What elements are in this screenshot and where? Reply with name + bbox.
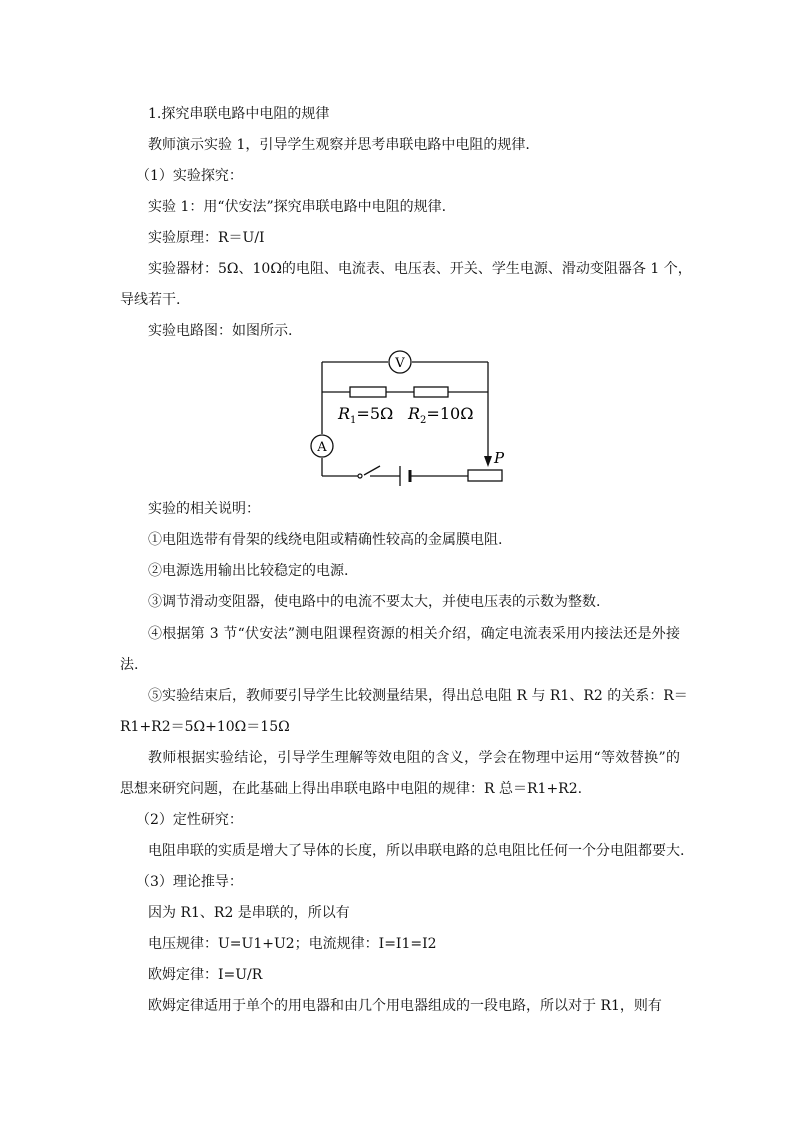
subsection-heading: （3）理论推导：	[136, 874, 243, 890]
note-item: ①电阻选带有骨架的线绕电阻或精确性较高的金属膜电阻.	[148, 532, 503, 548]
notes-title: 实验的相关说明：	[148, 501, 260, 517]
rheostat-icon	[468, 470, 502, 481]
note-item: ②电源选用输出比较稳定的电源.	[148, 563, 349, 579]
diagram-caption: 实验电路图：如图所示.	[148, 323, 293, 339]
switch-icon	[358, 474, 362, 478]
slider-label: P	[494, 449, 505, 467]
resistor-r1-icon	[350, 387, 386, 397]
paragraph: 导线若干.	[120, 292, 181, 308]
paragraph: 电阻串联的实质是增大了导体的长度，所以串联电路的总电阻比任何一个分电阻都要大.	[148, 843, 685, 859]
note-item: ③调节滑动变阻器，使电路中的电流不要太大，并使电压表的示数为整数.	[148, 594, 601, 610]
r1-label: $R_1=5\Omega$	[338, 404, 394, 426]
voltmeter-label: V	[395, 356, 405, 371]
formula-line: 电压规律：U=U1+U2；电流规律：I=I1=I2	[148, 936, 437, 952]
paragraph: 实验原理：R＝U/I	[148, 230, 265, 246]
ammeter-label: A	[317, 440, 327, 455]
paragraph-continued: 思想来研究问题，在此基础上得出串联电路中电阻的规律：R 总＝R1+R2.	[120, 781, 583, 797]
resistor-r2-icon	[414, 387, 448, 397]
formula-line: 欧姆定律：I=U/R	[148, 967, 263, 983]
note-item: ⑤实验结束后，教师要引导学生比较测量结果，得出总电阻 R 与 R1、R2 的关系：R＝	[148, 688, 688, 704]
circuit-diagram	[290, 346, 512, 488]
slider-arrow-icon	[484, 456, 492, 467]
paragraph: 实验器材：5Ω、10Ω的电阻、电流表、电压表、开关、学生电源、滑动变阻器各 1 个，	[148, 261, 692, 277]
section-heading: 1.探究串联电路中电阻的规律	[148, 106, 330, 122]
paragraph: 教师演示实验 1，引导学生观察并思考串联电路中电阻的规律.	[148, 137, 530, 153]
note-item: ④根据第 3 节“伏安法”测电阻课程资源的相关介绍，确定电流表采用内接法还是外接	[148, 626, 680, 642]
subsection-heading: （2）定性研究：	[136, 812, 243, 828]
subsection-heading: （1）实验探究：	[136, 168, 243, 184]
r2-label: $R_2=10\Omega$	[408, 404, 474, 426]
paragraph: 因为 R1、R2 是串联的，所以有	[148, 905, 350, 921]
paragraph: 教师根据实验结论，引导学生理解等效电阻的含义，学会在物理中运用“等效替换”的	[148, 750, 680, 766]
note-item-continued: 法.	[120, 657, 139, 673]
note-item-continued: R1+R2＝5Ω+10Ω＝15Ω	[120, 719, 290, 735]
paragraph: 欧姆定律适用于单个的用电器和由几个用电器组成的一段电路，所以对于 R1，则有	[148, 998, 662, 1014]
paragraph: 实验 1：用“伏安法”探究串联电路中电阻的规律.	[148, 199, 447, 215]
